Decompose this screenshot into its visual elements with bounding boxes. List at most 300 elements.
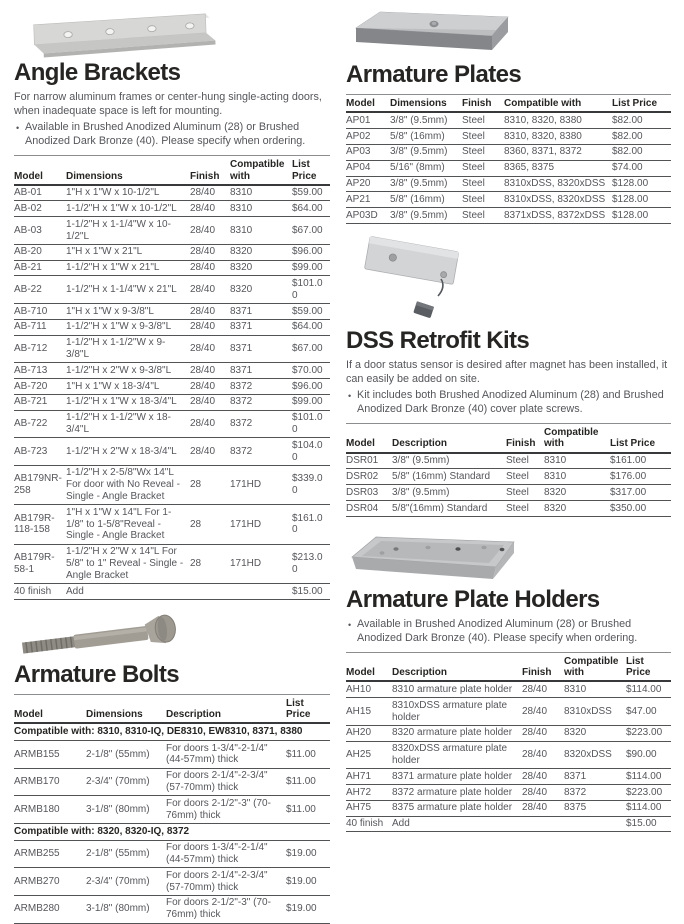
table-row [346,681,671,697]
table-cell: 28/40 [522,741,564,769]
table-cell: AP21 [346,192,390,208]
table-cell [564,816,626,832]
table-cell: 8372 [564,785,626,801]
table-cell: $47.00 [626,698,671,726]
table-row [14,260,330,276]
table-cell: 3/8" (9.5mm) [390,176,462,192]
table-row [346,741,671,769]
page-title: Armature Plate Holders [346,585,600,613]
table-row [14,394,330,410]
table-cell: AP04 [346,160,390,176]
table-cell: ARMB280 [14,895,86,923]
column-header: Model [14,694,86,723]
table-cell: AB-03 [14,217,66,245]
table-cell: $114.00 [626,800,671,816]
column-header: List Price [286,694,330,723]
table-cell: For doors 2-1/4"-2-3/4" (57-70mm) thick [166,868,286,896]
table-cell: 28/40 [190,319,230,335]
table-cell [190,584,230,600]
table-cell: $67.00 [292,217,330,245]
table-cell: 171HD [230,505,292,544]
table-row [14,823,330,840]
table-row [346,785,671,801]
bullet-icon [348,388,357,416]
bullet-item [16,120,330,148]
table-cell: 2-3/4" (70mm) [86,868,166,896]
table-cell: 8371xDSS, 8372xDSS [504,208,612,224]
table-cell: $223.00 [626,725,671,741]
table-cell: 2-1/8" (55mm) [86,840,166,868]
armature-plate-photo [346,4,516,60]
column-header: Compatible with [544,424,610,453]
armature-plate-holders-table [346,652,671,832]
table-row [14,741,330,769]
table-cell: 8372 [230,379,292,395]
table-cell: 1-1/2"H x 2-5/8"Wx 14"L For door with No Reveal - Single - Angle Bracket [66,465,190,504]
section-angle-brackets [14,6,330,600]
table-cell: 5/8" (16mm) [390,129,462,145]
table-cell: $82.00 [612,129,671,145]
table-cell: DSR03 [346,485,392,501]
column-header: Finish [522,653,564,682]
table-row [346,725,671,741]
table-cell: Steel [506,485,544,501]
table-cell: $213.00 [292,544,330,583]
table-header-row [346,95,671,113]
table-cell: AB-723 [14,438,66,466]
table-cell: 8310xDSS, 8320xDSS [504,176,612,192]
right-column [346,4,671,924]
table-cell: 8310, 8320, 8380 [504,112,612,128]
column-header: Dimensions [66,156,190,185]
table-cell: Steel [462,129,504,145]
table-cell: 28/40 [190,379,230,395]
table-row [346,208,671,224]
page-title: Armature Bolts [14,660,179,688]
table-cell: 1-1/2"H x 2"W x 9-3/8"L [66,363,190,379]
table-cell: 1"H x 1"W x 18-3/4"L [66,379,190,395]
table-cell: 8371 [230,335,292,363]
table-cell: $19.00 [286,868,330,896]
table-cell: AB-713 [14,363,66,379]
table-cell: 3/8" (9.5mm) [390,112,462,128]
column-header: Model [346,424,392,453]
angle-brackets-table [14,155,330,599]
table-header-row [346,653,671,682]
table-cell: 8310, 8320, 8380 [504,129,612,145]
table-cell: $339.00 [292,465,330,504]
table-cell: AH10 [346,681,392,697]
table-cell: AH71 [346,769,392,785]
column-header: List Price [612,95,671,113]
table-row [14,768,330,796]
column-header: Model [346,95,390,113]
angle-bracket-photo [14,6,224,58]
table-cell: 1-1/2"H x 1-1/4"W x 21"L [66,276,190,304]
table-cell: 1"H x 1"W x 14"L For 1-1/8" to 1-5/8"Reveal - Single - Angle Bracket [66,505,190,544]
table-cell: Steel [462,144,504,160]
armature-bolts-table [14,694,330,924]
table-cell: AB179R-58-1 [14,544,66,583]
table-cell: $82.00 [612,144,671,160]
table-cell: $114.00 [626,681,671,697]
table-row [14,244,330,260]
table-cell: 1-1/2"H x 1-1/4"W x 10-1/2"L [66,217,190,245]
table-cell: $11.00 [286,796,330,824]
table-cell: $128.00 [612,176,671,192]
table-cell: 8372 [230,410,292,438]
table-cell: 8310 [230,201,292,217]
table-row [14,201,330,217]
table-cell: AB-721 [14,394,66,410]
table-cell: DSR04 [346,501,392,517]
table-row [346,800,671,816]
table-cell: 5/8"(16mm) Standard [392,501,506,517]
bullet-text: Available in Brushed Anodized Aluminum (28) or Brushed Anodized Dark Bronze (40). Please specify when ordering. [25,121,306,148]
table-cell: 40 finish [346,816,392,832]
table-cell: 40 finish [14,584,66,600]
column-header: Compatible with [504,95,612,113]
table-cell: 28/40 [190,335,230,363]
section-dss-retrofit-kits [346,234,671,517]
table-row [14,319,330,335]
table-cell: For doors 1-3/4"-2-1/4" (44-57mm) thick [166,840,286,868]
table-cell: 28/40 [190,394,230,410]
table-row [346,112,671,128]
bullet-item [348,388,671,416]
table-row [14,505,330,544]
table-cell: $90.00 [626,741,671,769]
table-cell: AH25 [346,741,392,769]
table-cell: 8371 armature plate holder [392,769,522,785]
table-row [14,840,330,868]
bullet-item [348,617,671,645]
table-cell: ARMB255 [14,840,86,868]
table-cell: DSR01 [346,453,392,469]
table-cell: 171HD [230,465,292,504]
table-cell: 8371 [564,769,626,785]
table-cell: 8320 [544,485,610,501]
table-cell [230,584,292,600]
table-row [346,192,671,208]
column-header: Model [346,653,392,682]
table-cell: 1-1/2"H x 1"W x 10-1/2"L [66,201,190,217]
table-row [346,469,671,485]
table-cell: 1-1/2"H x 1-1/2"W x 9-3/8"L [66,335,190,363]
column-header: Description [392,424,506,453]
table-cell: $74.00 [612,160,671,176]
table-cell: 8371 [230,319,292,335]
column-header: List Price [610,424,671,453]
table-cell: 8310xDSS armature plate holder [392,698,522,726]
column-header: Compatible with [230,156,292,185]
table-cell: 8320 [564,725,626,741]
page-title: Armature Plates [346,61,522,88]
table-cell: 8310xDSS [564,698,626,726]
armature-plate-holder-photo [346,527,518,585]
table-cell: AP01 [346,112,390,128]
table-cell: 8310 [544,453,610,469]
table-cell: 28/40 [522,725,564,741]
table-row [346,698,671,726]
table-cell: 28/40 [522,800,564,816]
table-cell: 1-1/2"H x 1"W x 9-3/8"L [66,319,190,335]
table-cell: For doors 2-1/2"-3" (70-76mm) thick [166,796,286,824]
table-cell: 8320 [230,260,292,276]
table-cell: AB-722 [14,410,66,438]
column-header: Description [392,653,522,682]
table-cell: 3/8" (9.5mm) [390,144,462,160]
table-cell: 28/40 [190,276,230,304]
table-cell: 28/40 [522,769,564,785]
table-header-row [14,156,330,185]
table-cell: ARMB155 [14,741,86,769]
table-cell: 28/40 [190,185,230,201]
table-cell: 28/40 [522,681,564,697]
page-title: DSS Retrofit Kits [346,326,530,354]
table-cell: AP03 [346,144,390,160]
table-cell: 1-1/2"H x 1"W x 18-3/4"L [66,394,190,410]
table-cell: AP03D [346,208,390,224]
table-cell: For doors 2-1/4"-2-3/4" (57-70mm) thick [166,768,286,796]
table-cell: $101.00 [292,276,330,304]
table-group-label: Compatible with: 8310, 8310-IQ, DE8310, EW8310, 8371, 8380 [14,723,330,740]
table-cell: 28 [190,544,230,583]
table-cell: $128.00 [612,208,671,224]
table-row [14,868,330,896]
table-cell: 8310 [544,469,610,485]
table-cell: 1-1/2"H x 2"W x 14"L For 5/8" to 1" Reveal - Single - Angle Bracket [66,544,190,583]
table-cell: Steel [462,208,504,224]
section-description: For narrow aluminum frames or center-hung single-acting doors, when inadequate space is left for mounting. [14,91,322,118]
dss-retrofit-kit-photo [352,234,487,326]
table-cell: 8371 [230,304,292,320]
table-cell: 8320 [230,276,292,304]
section-armature-bolts [14,610,330,924]
table-cell: 1"H x 1"W x 10-1/2"L [66,185,190,201]
table-cell: 171HD [230,544,292,583]
column-header: Finish [506,424,544,453]
table-row [346,160,671,176]
table-cell: AB-710 [14,304,66,320]
table-cell: 28/40 [190,410,230,438]
table-row [14,276,330,304]
table-cell: 8372 [230,394,292,410]
table-cell: Add [66,584,190,600]
table-cell: $128.00 [612,192,671,208]
table-cell: 28/40 [522,785,564,801]
table-cell: ARMB270 [14,868,86,896]
bullet-icon [348,617,357,645]
bullet-text: Kit includes both Brushed Anodized Aluminum (28) and Brushed Anodized Dark Bronze (40) cover plate screws. [357,389,664,416]
table-cell [522,816,564,832]
table-cell: 1-1/2"H x 2"W x 18-3/4"L [66,438,190,466]
table-cell: $114.00 [626,769,671,785]
table-cell: $64.00 [292,201,330,217]
table-cell: $19.00 [286,895,330,923]
table-cell: 8310 armature plate holder [392,681,522,697]
table-cell: AB-21 [14,260,66,276]
table-cell: AH75 [346,800,392,816]
table-cell: $19.00 [286,840,330,868]
table-cell: 8310xDSS, 8320xDSS [504,192,612,208]
table-cell: 5/16" (8mm) [390,160,462,176]
column-header: Finish [462,95,504,113]
table-cell: 5/8" (16mm) Standard [392,469,506,485]
table-cell: 8372 [230,438,292,466]
bullet-text: Available in Brushed Anodized Aluminum (28) or Brushed Anodized Dark Bronze (40). Please specify when ordering. [357,618,638,645]
table-cell: $101.00 [292,410,330,438]
table-cell: $350.00 [610,501,671,517]
page-title: Angle Brackets [14,59,181,86]
table-cell: $317.00 [610,485,671,501]
table-cell: 8372 armature plate holder [392,785,522,801]
table-cell: 3/8" (9.5mm) [392,485,506,501]
armature-bolt-photo [14,610,189,660]
column-header: List Price [626,653,671,682]
dss-retrofit-kits-table [346,423,671,517]
table-cell: AB-01 [14,185,66,201]
table-row [14,379,330,395]
table-header-row [14,694,330,723]
table-row [14,363,330,379]
table-cell: For doors 2-1/2"-3" (70-76mm) thick [166,895,286,923]
table-cell: 8320 [230,244,292,260]
table-cell: $99.00 [292,260,330,276]
table-cell: 28/40 [190,363,230,379]
table-cell: 28/40 [190,260,230,276]
bullet-icon [16,120,25,148]
table-cell: Steel [462,160,504,176]
table-row [14,723,330,740]
table-cell: $59.00 [292,304,330,320]
table-cell: 2-3/4" (70mm) [86,768,166,796]
table-group-label: Compatible with: 8320, 8320-IQ, 8372 [14,823,330,840]
table-row [14,185,330,201]
table-cell: AP20 [346,176,390,192]
table-cell: Add [392,816,522,832]
table-cell: 28/40 [190,304,230,320]
table-cell: 1"H x 1"W x 9-3/8"L [66,304,190,320]
table-row [14,584,330,600]
table-cell: 8360, 8371, 8372 [504,144,612,160]
table-cell: 8320xDSS armature plate holder [392,741,522,769]
armature-plates-table [346,94,671,224]
table-row [346,769,671,785]
table-cell: $96.00 [292,244,330,260]
table-cell: $64.00 [292,319,330,335]
table-row [346,176,671,192]
table-cell: 8310 [230,185,292,201]
table-cell: $11.00 [286,741,330,769]
table-cell: 3-1/8" (80mm) [86,895,166,923]
table-cell: 8365, 8375 [504,160,612,176]
table-cell: $82.00 [612,112,671,128]
table-cell: 3/8" (9.5mm) [392,453,506,469]
table-cell: For doors 1-3/4"-2-1/4" (44-57mm) thick [166,741,286,769]
table-cell: 8310 [230,217,292,245]
table-cell: 28/40 [190,217,230,245]
table-cell: 1"H x 1"W x 21"L [66,244,190,260]
table-row [14,796,330,824]
table-row [14,217,330,245]
table-cell: $176.00 [610,469,671,485]
table-cell: $15.00 [292,584,330,600]
table-cell: $223.00 [626,785,671,801]
table-cell: Steel [462,112,504,128]
table-cell: 1-1/2"H x 1-1/2"W x 18-3/4"L [66,410,190,438]
column-header: Dimensions [86,694,166,723]
column-header: List Price [292,156,330,185]
table-row [346,501,671,517]
table-cell: 8320 armature plate holder [392,725,522,741]
table-cell: AB-711 [14,319,66,335]
table-row [14,438,330,466]
table-row [346,816,671,832]
column-header: Model [14,156,66,185]
table-cell: 8310 [564,681,626,697]
table-cell: $161.00 [610,453,671,469]
table-cell: 28/40 [190,201,230,217]
section-description: If a door status sensor is desired after magnet has been installed, it can easily be added on site. [346,359,668,386]
table-cell: Steel [506,469,544,485]
table-row [346,129,671,145]
table-cell: $59.00 [292,185,330,201]
table-cell: AB-720 [14,379,66,395]
table-row [346,485,671,501]
table-cell: AH72 [346,785,392,801]
table-cell: 3-1/8" (80mm) [86,796,166,824]
table-row [346,144,671,160]
table-cell: 8320 [544,501,610,517]
table-cell: 28 [190,465,230,504]
table-cell: AB179NR-258 [14,465,66,504]
table-row [14,410,330,438]
table-cell: Steel [506,501,544,517]
table-cell: $104.00 [292,438,330,466]
table-cell: 2-1/8" (55mm) [86,741,166,769]
table-cell: Steel [462,192,504,208]
table-cell: ARMB170 [14,768,86,796]
table-cell: 28 [190,505,230,544]
table-cell: 28/40 [190,438,230,466]
table-cell: Steel [506,453,544,469]
table-cell: AH15 [346,698,392,726]
table-cell: $96.00 [292,379,330,395]
column-header: Compatible with [564,653,626,682]
table-row [14,465,330,504]
table-cell: 28/40 [522,698,564,726]
table-cell: DSR02 [346,469,392,485]
table-cell: AH20 [346,725,392,741]
table-row [14,335,330,363]
table-cell: $70.00 [292,363,330,379]
table-row [14,544,330,583]
table-cell: $99.00 [292,394,330,410]
table-cell: 8375 [564,800,626,816]
left-column [14,4,330,924]
column-header: Description [166,694,286,723]
column-header: Dimensions [390,95,462,113]
table-cell: 28/40 [190,244,230,260]
table-cell: 3/8" (9.5mm) [390,208,462,224]
table-cell: $15.00 [626,816,671,832]
table-row [14,304,330,320]
table-cell: 5/8" (16mm) [390,192,462,208]
section-armature-plates [346,4,671,224]
table-cell: Steel [462,176,504,192]
table-row [346,453,671,469]
